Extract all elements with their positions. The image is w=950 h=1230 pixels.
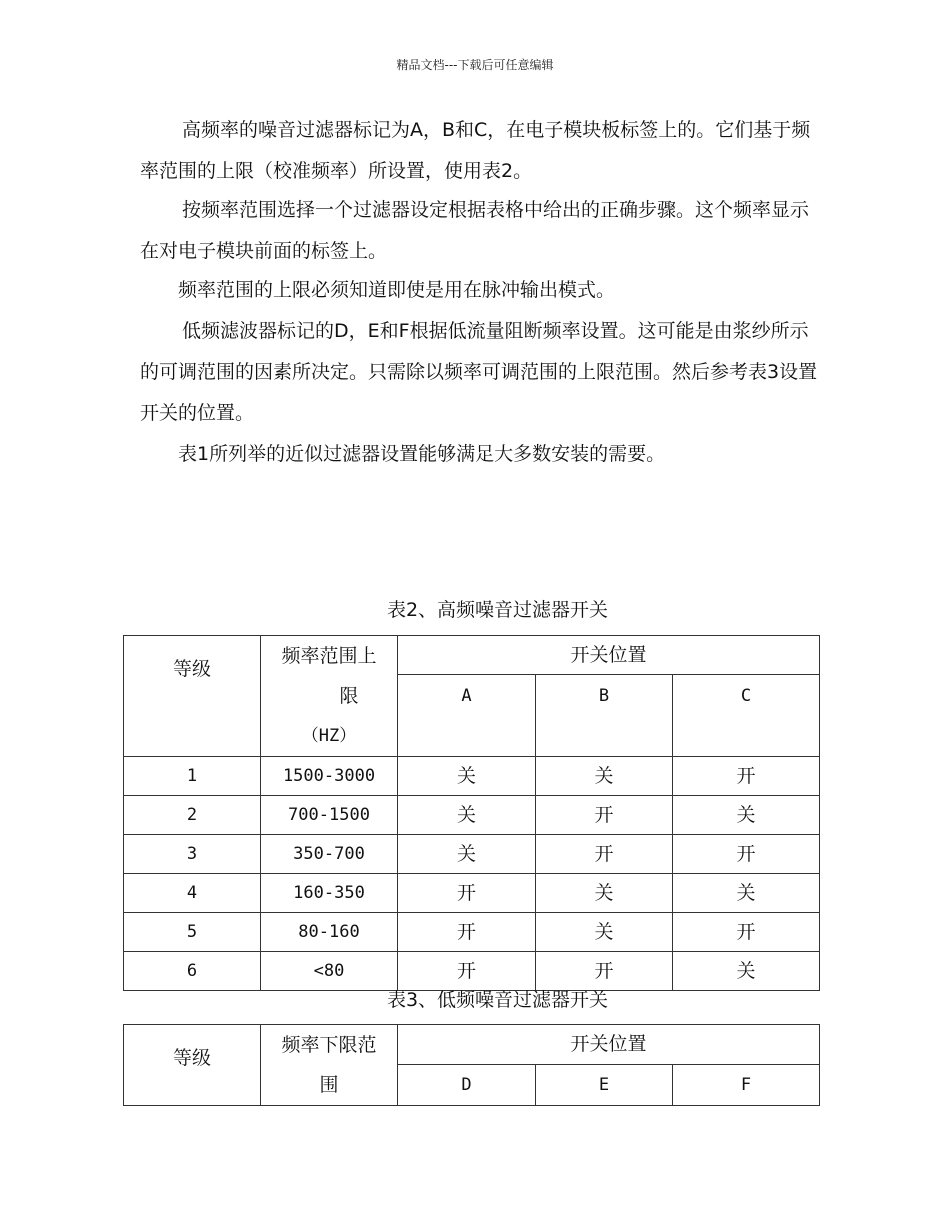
table-row: 4 160-350 开 关 关	[124, 874, 820, 913]
table-row: 2 700-1500 关 开 关	[124, 796, 820, 835]
table2-switch-a-header: A	[398, 675, 536, 757]
table3	[123, 1024, 820, 1106]
page-header: 精品文档---下载后可任意编辑	[396, 58, 554, 72]
table3-switch-f-header: F	[673, 1064, 820, 1105]
table-row: 5 80-160 开 关 开	[124, 913, 820, 952]
paragraph-3: 频率范围的上限必须知道即使是用在脉冲输出模式。	[178, 279, 616, 301]
table3-range-header: 频率下限范 围	[261, 1025, 398, 1106]
table3-grade-header: 等级	[124, 1025, 261, 1106]
table2-switch-b-header: B	[536, 675, 673, 757]
table2-caption: 表2、高频噪音过滤器开关	[386, 599, 609, 621]
paragraph-2: 按频率范围选择一个过滤器设定根据表格中给出的正确步骤。这个频率显示在对电子模块前面的标签上。	[140, 199, 810, 262]
table-row: 6 <80 开 开 关	[124, 952, 820, 991]
table2	[123, 635, 820, 991]
table-row: 3 350-700 关 开 开	[124, 835, 820, 874]
paragraph-1: 高频率的噪音过滤器标记为A，B和C，在电子模块板标签上的。它们基于频率范围的上限（校准频率）所设置，使用表2。	[140, 119, 811, 182]
table-row: 1 1500-3000 关 关 开	[124, 757, 820, 796]
table2-grade-header: 等级	[124, 636, 261, 757]
table2-switch-c-header: C	[673, 675, 820, 757]
table2-switch-position-header: 开关位置	[398, 636, 820, 675]
table3-switch-d-header: D	[398, 1064, 536, 1105]
table2-range-header: 频率范围上 限 （HZ）	[261, 636, 398, 757]
table3-switch-position-header: 开关位置	[398, 1025, 820, 1065]
paragraph-4: 低频滤波器标记的D，E和F根据低流量阻断频率设置。这可能是由浆纱所示的可调范围的因素所决定。只需除以频率可调范围的上限范围。然后参考表3设置开关的位置。	[140, 320, 818, 424]
table3-caption: 表3、低频噪音过滤器开关	[386, 989, 609, 1011]
table3-switch-e-header: E	[536, 1064, 673, 1105]
paragraph-5: 表1所列举的近似过滤器设置能够满足大多数安装的需要。	[178, 443, 666, 465]
